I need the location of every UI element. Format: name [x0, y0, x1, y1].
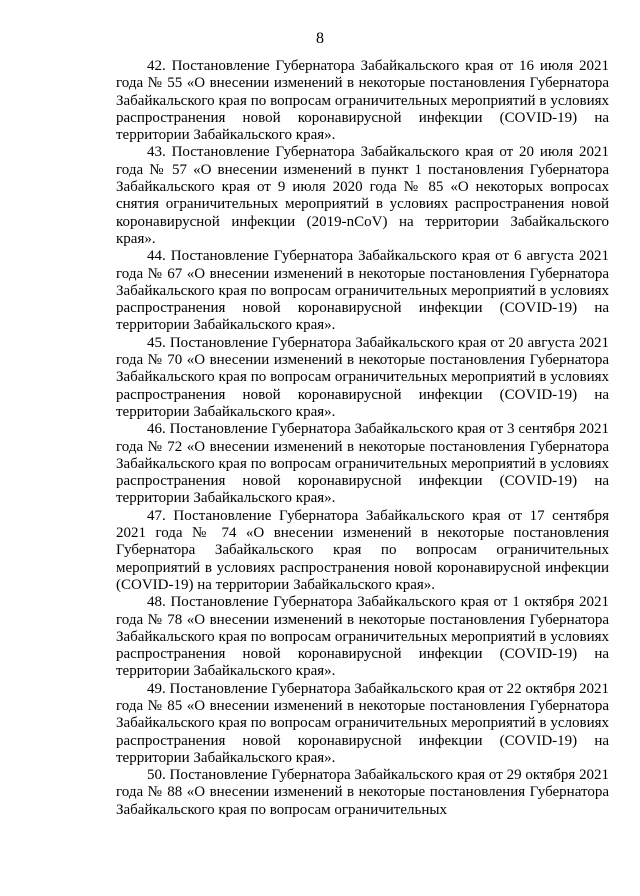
list-item: 46. Постановление Губернатора Забайкальского края от 3 сентября 2021 года № 72 «О внесении изменений в некоторые постановления Губернатора Забайкальского края по вопросам ограничительных мероприятий в условиях распространения новой коронавирусной инфекции (COVID-19) на территории Забайкальского края». — [116, 421, 609, 507]
page-number: 8 — [316, 30, 324, 47]
list-item: 48. Постановление Губернатора Забайкальского края от 1 октября 2021 года № 78 «О внесении изменений в некоторые постановления Губернатора Забайкальского края по вопросам ограничительных мероприятий в условиях распространения новой коронавирусной инфекции (COVID-19) на территории Забайкальского края». — [116, 594, 609, 680]
list-item: 47. Постановление Губернатора Забайкальского края от 17 сентября 2021 года № 74 «О внесении изменений в некоторые постановления Губернатора Забайкальского края по вопросам ограничительных мероприятий в условиях распространения новой коронавирусной инфекции (COVID-19) на территории Забайкальского края». — [116, 507, 609, 593]
list-item: 43. Постановление Губернатора Забайкальского края от 20 июля 2021 года № 57 «О внесении изменений в пункт 1 постановления Губернатора Забайкальского края от 9 июля 2020 года № 85 «О некоторых вопросах снятия ограничительных мероприятий в условиях распространения новой коронавирусной инфекции (2019-nCoV) на территории Забайкальского края». — [116, 144, 609, 247]
list-item: 50. Постановление Губернатора Забайкальского края от 29 октября 2021 года № 88 «О внесении изменений в некоторые постановления Губернатора Забайкальского края по вопросам ограничительных — [116, 767, 609, 818]
list-item: 44. Постановление Губернатора Забайкальского края от 6 августа 2021 года № 67 «О внесении изменений в некоторые постановления Губернатора Забайкальского края по вопросам ограничительных мероприятий в условиях распространения новой коронавирусной инфекции (COVID-19) на территории Забайкальского края». — [116, 248, 609, 334]
list-item: 45. Постановление Губернатора Забайкальского края от 20 августа 2021 года № 70 «О внесении изменений в некоторые постановления Губернатора Забайкальского края по вопросам ограничительных мероприятий в условиях распространения новой коронавирусной инфекции (COVID-19) на территории Забайкальского края». — [116, 334, 609, 420]
list-item: 42. Постановление Губернатора Забайкальского края от 16 июля 2021 года № 55 «О внесении изменений в некоторые постановления Губернатора Забайкальского края по вопросам ограничительных мероприятий в условиях распространения новой коронавирусной инфекции (COVID-19) на территории Забайкальского края». — [116, 58, 609, 144]
document-body — [116, 58, 609, 819]
list-item: 49. Постановление Губернатора Забайкальского края от 22 октября 2021 года № 85 «О внесении изменений в некоторые постановления Губернатора Забайкальского края по вопросам ограничительных мероприятий в условиях распространения новой коронавирусной инфекции (COVID-19) на территории Забайкальского края». — [116, 680, 609, 766]
